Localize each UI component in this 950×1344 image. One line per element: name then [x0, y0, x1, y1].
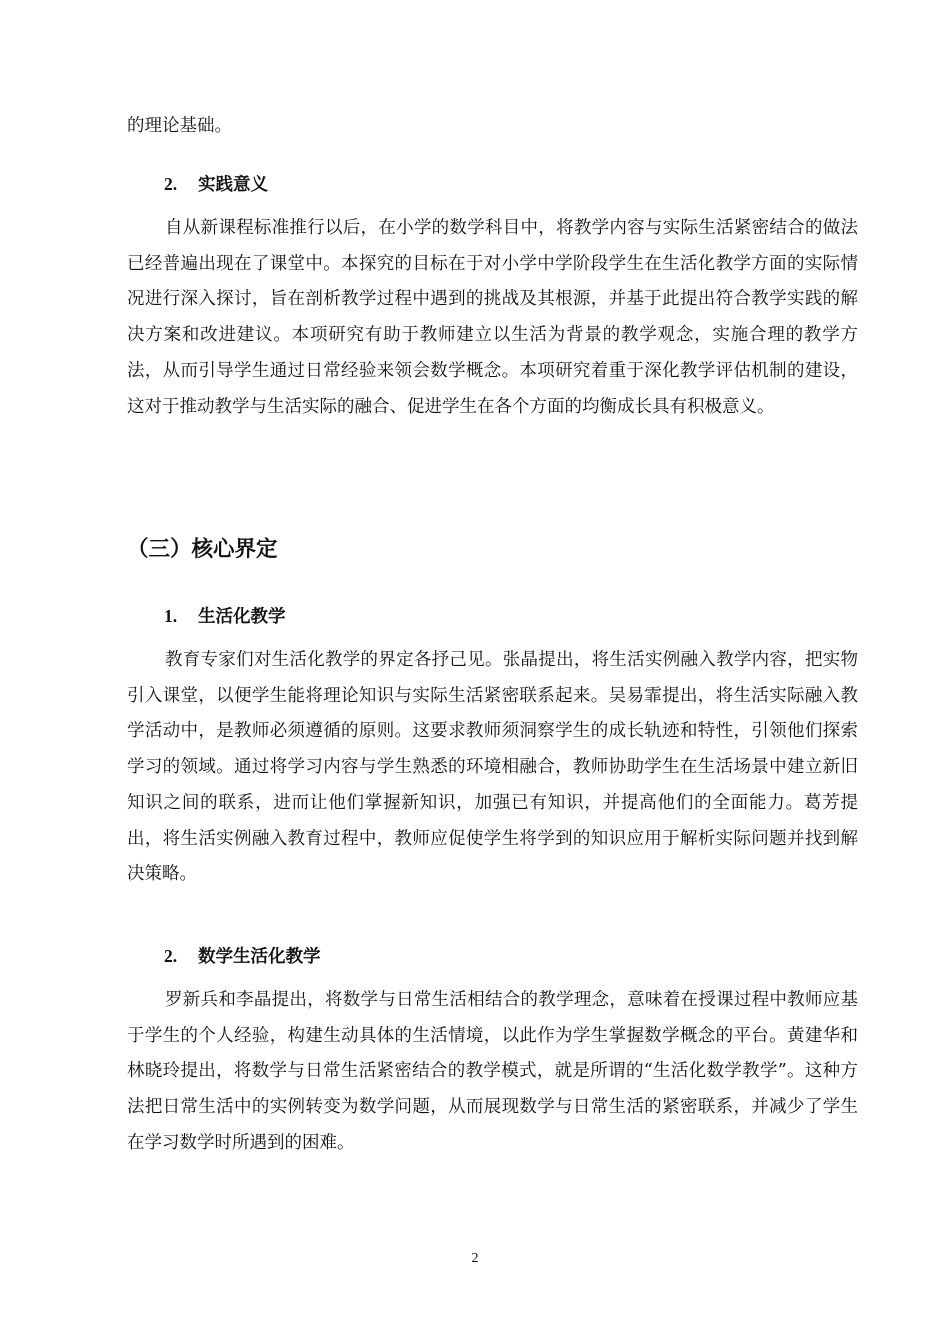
practical-significance-paragraph: 自从新课程标准推行以后，在小学的数学科目中，将教学内容与实际生活紧密结合的做法已经普遍出现在了课堂中。本探究的目标在于对小学中学阶段学生在生活化教学方面的实际情况进行深入探讨，旨在剖析教学过程中遇到的挑战及其根源，并基于此提出符合教学实践的解决方案和改进建议。本项研究有助于教师建立以生活为背景的教学观念，实施合理的教学方法，从而引导学生通过日常经验来领会数学概念。本项研究着重于深化教学评估机制的建设，这对于推动教学与生活实际的融合、促进学生在各个方面的均衡成长具有积极意义。	[127, 218, 858, 417]
continuation-paragraph: 的理论基础。	[127, 116, 232, 136]
life-based-teaching-body	[127, 643, 858, 893]
continuation-text	[127, 109, 858, 145]
subheading-number: 2.	[164, 946, 178, 966]
subheading-number: 2.	[164, 174, 178, 194]
subheading-title: 实践意义	[198, 175, 268, 195]
subheading-title: 数学生活化教学	[198, 947, 321, 967]
page-number: 2	[471, 1251, 479, 1266]
subheading-number: 1.	[164, 606, 178, 626]
subheading-title: 生活化教学	[198, 607, 286, 627]
math-life-based-teaching-paragraph: 罗新兵和李晶提出，将数学与日常生活相结合的教学理念，意味着在授课过程中教师应基于学生的个人经验，构建生动具体的生活情境，以此作为学生掌握数学概念的平台。黄建华和林晓玲提出，将数学与日常生活紧密结合的教学模式，就是所谓的“生活化数学教学”。这种方法把日常生活中的实例转变为数学问题，从而展现数学与日常生活的紧密联系，并减少了学生在学习数学时所遇到的困难。	[127, 990, 858, 1153]
life-based-teaching-paragraph: 教育专家们对生活化教学的界定各抒己见。张晶提出，将生活实例融入教学内容，把实物引入课堂，以便学生能将理论知识与实际生活紧密联系起来。吴易霏提出，将生活实际融入教学活动中，是教师必须遵循的原则。这要求教师须洞察学生的成长轨迹和特性，引领他们探索学习的领域。通过将学习内容与学生熟悉的环境相融合，教师协助学生在生活场景中建立新旧知识之间的联系，进而让他们掌握新知识，加强已有知识，并提高他们的全面能力。葛芳提出，将生活实例融入教育过程中，教师应促使学生将学到的知识应用于解析实际问题并找到解决策略。	[127, 650, 858, 885]
math-life-based-teaching-body	[127, 983, 858, 1162]
practical-significance-body	[127, 211, 858, 425]
subheading-math-life-based-teaching	[164, 944, 321, 969]
section-heading-core-definitions: （三）核心界定	[127, 537, 278, 562]
subheading-practical-significance	[164, 172, 268, 197]
subheading-life-based-teaching	[164, 604, 286, 629]
